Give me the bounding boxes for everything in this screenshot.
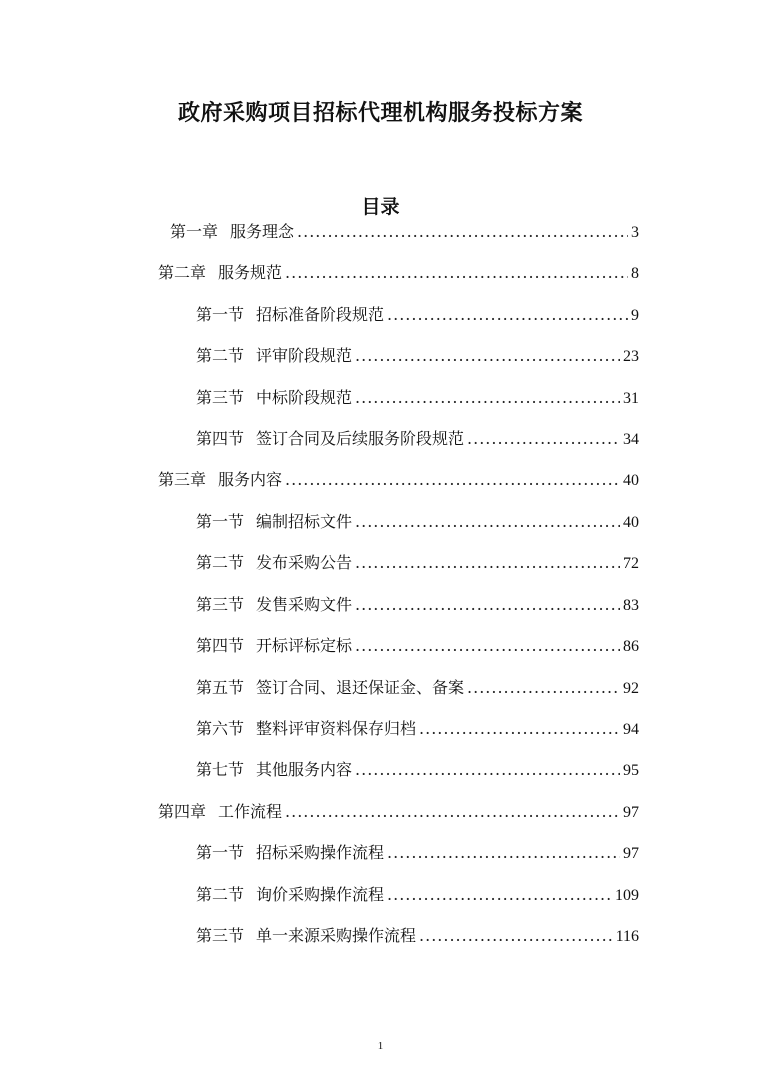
toc-entry-page: 40 bbox=[623, 514, 639, 531]
toc-leader-dots bbox=[355, 386, 620, 410]
toc-entry-number: 第二节 bbox=[196, 885, 245, 904]
toc-leader-dots bbox=[285, 261, 628, 285]
toc-entry-page: 31 bbox=[623, 390, 639, 407]
toc-leader-dots bbox=[355, 551, 620, 575]
toc-entry-number: 第三章 bbox=[158, 470, 207, 489]
toc-entry[interactable] bbox=[196, 841, 639, 865]
toc-heading: 目录 bbox=[361, 196, 400, 218]
toc-entry[interactable] bbox=[196, 344, 639, 368]
toc-entry-page: 109 bbox=[615, 887, 639, 904]
toc-entry[interactable] bbox=[196, 924, 639, 948]
toc-entry-title: 整料评审资料保存归档 bbox=[256, 719, 417, 738]
toc-entry-title: 评审阶段规范 bbox=[256, 346, 353, 365]
toc-entry[interactable] bbox=[196, 676, 639, 700]
toc-entry-title: 发布采购公告 bbox=[256, 553, 353, 572]
toc-entry[interactable] bbox=[196, 510, 639, 534]
document-title: 政府采购项目招标代理机构服务投标方案 bbox=[177, 101, 583, 126]
toc-entry-page: 9 bbox=[631, 307, 639, 324]
toc-entry-number: 第一节 bbox=[196, 843, 245, 862]
toc-entry-title: 发售采购文件 bbox=[256, 595, 353, 614]
toc-entry-page: 23 bbox=[623, 348, 639, 365]
toc-entry-number: 第一节 bbox=[196, 305, 245, 324]
toc-entry-title: 服务规范 bbox=[218, 263, 283, 282]
toc-entry[interactable] bbox=[196, 717, 639, 741]
toc-entry-page: 86 bbox=[623, 638, 639, 655]
toc-entry[interactable] bbox=[196, 593, 639, 617]
toc-entry[interactable] bbox=[196, 386, 639, 410]
page-number: 1 bbox=[377, 1040, 384, 1052]
toc-leader-dots bbox=[467, 676, 620, 700]
toc-leader-dots bbox=[467, 427, 620, 451]
toc-entry[interactable] bbox=[196, 758, 639, 782]
toc-entry-number: 第四节 bbox=[196, 636, 245, 655]
toc-entry-number: 第四节 bbox=[196, 429, 245, 448]
toc-entry-title: 服务理念 bbox=[230, 222, 295, 241]
toc-leader-dots bbox=[387, 841, 620, 865]
toc-entry-number: 第二节 bbox=[196, 553, 245, 572]
toc-entry-page: 72 bbox=[623, 555, 639, 572]
toc-entry-number: 第五节 bbox=[196, 678, 245, 697]
toc-leader-dots bbox=[297, 220, 628, 244]
toc-entry[interactable] bbox=[196, 883, 639, 907]
toc-entry-number: 第三节 bbox=[196, 595, 245, 614]
toc-entry-page: 116 bbox=[615, 928, 639, 945]
toc-entry-number: 第二节 bbox=[196, 346, 245, 365]
toc-entry-title: 服务内容 bbox=[218, 470, 283, 489]
toc-entry-page: 94 bbox=[623, 721, 639, 738]
toc-entry-title: 招标采购操作流程 bbox=[256, 843, 385, 862]
toc-leader-dots bbox=[419, 717, 620, 741]
toc-entry-title: 单一来源采购操作流程 bbox=[256, 926, 417, 945]
toc-leader-dots bbox=[355, 510, 620, 534]
toc-entry[interactable] bbox=[196, 634, 639, 658]
toc-entry[interactable] bbox=[158, 468, 639, 492]
toc-entry[interactable] bbox=[158, 800, 639, 824]
toc-entry-title: 中标阶段规范 bbox=[256, 388, 353, 407]
toc-entry[interactable] bbox=[196, 303, 639, 327]
toc-entry-number: 第二章 bbox=[158, 263, 207, 282]
toc-leader-dots bbox=[285, 800, 620, 824]
toc-entry-title: 招标准备阶段规范 bbox=[256, 305, 385, 324]
toc-entry-number: 第六节 bbox=[196, 719, 245, 738]
toc-entry-page: 95 bbox=[623, 762, 639, 779]
toc-entry-number: 第一节 bbox=[196, 512, 245, 531]
toc-entry[interactable] bbox=[158, 261, 639, 285]
toc-leader-dots bbox=[355, 634, 620, 658]
toc-entry-page: 92 bbox=[623, 680, 639, 697]
toc-leader-dots bbox=[387, 303, 628, 327]
toc-entry-title: 询价采购操作流程 bbox=[256, 885, 385, 904]
toc-entry[interactable] bbox=[170, 220, 639, 244]
toc-leader-dots bbox=[355, 344, 620, 368]
toc-entry-number: 第七节 bbox=[196, 760, 245, 779]
toc-entry-number: 第四章 bbox=[158, 802, 207, 821]
toc-leader-dots bbox=[419, 924, 613, 948]
toc-entry[interactable] bbox=[196, 427, 639, 451]
toc-entry-page: 3 bbox=[631, 224, 639, 241]
toc-leader-dots bbox=[355, 758, 620, 782]
toc-entry[interactable] bbox=[196, 551, 639, 575]
toc-entry-number: 第一章 bbox=[170, 222, 219, 241]
toc-entry-title: 工作流程 bbox=[218, 802, 283, 821]
toc-entry-page: 8 bbox=[631, 265, 639, 282]
toc-leader-dots bbox=[355, 593, 620, 617]
toc-leader-dots bbox=[387, 883, 612, 907]
toc-entry-title: 其他服务内容 bbox=[256, 760, 353, 779]
toc-entry-title: 签订合同及后续服务阶段规范 bbox=[256, 429, 465, 448]
toc-entry-title: 签订合同、退还保证金、备案 bbox=[256, 678, 465, 697]
toc-entry-number: 第三节 bbox=[196, 388, 245, 407]
toc-entry-page: 97 bbox=[623, 804, 639, 821]
toc-entry-page: 97 bbox=[623, 845, 639, 862]
toc-entry-number: 第三节 bbox=[196, 926, 245, 945]
toc-entry-page: 34 bbox=[623, 431, 639, 448]
toc-entry-page: 40 bbox=[623, 472, 639, 489]
toc-entry-page: 83 bbox=[623, 597, 639, 614]
toc-entry-title: 开标评标定标 bbox=[256, 636, 353, 655]
toc-leader-dots bbox=[285, 468, 620, 492]
toc-entry-title: 编制招标文件 bbox=[256, 512, 353, 531]
